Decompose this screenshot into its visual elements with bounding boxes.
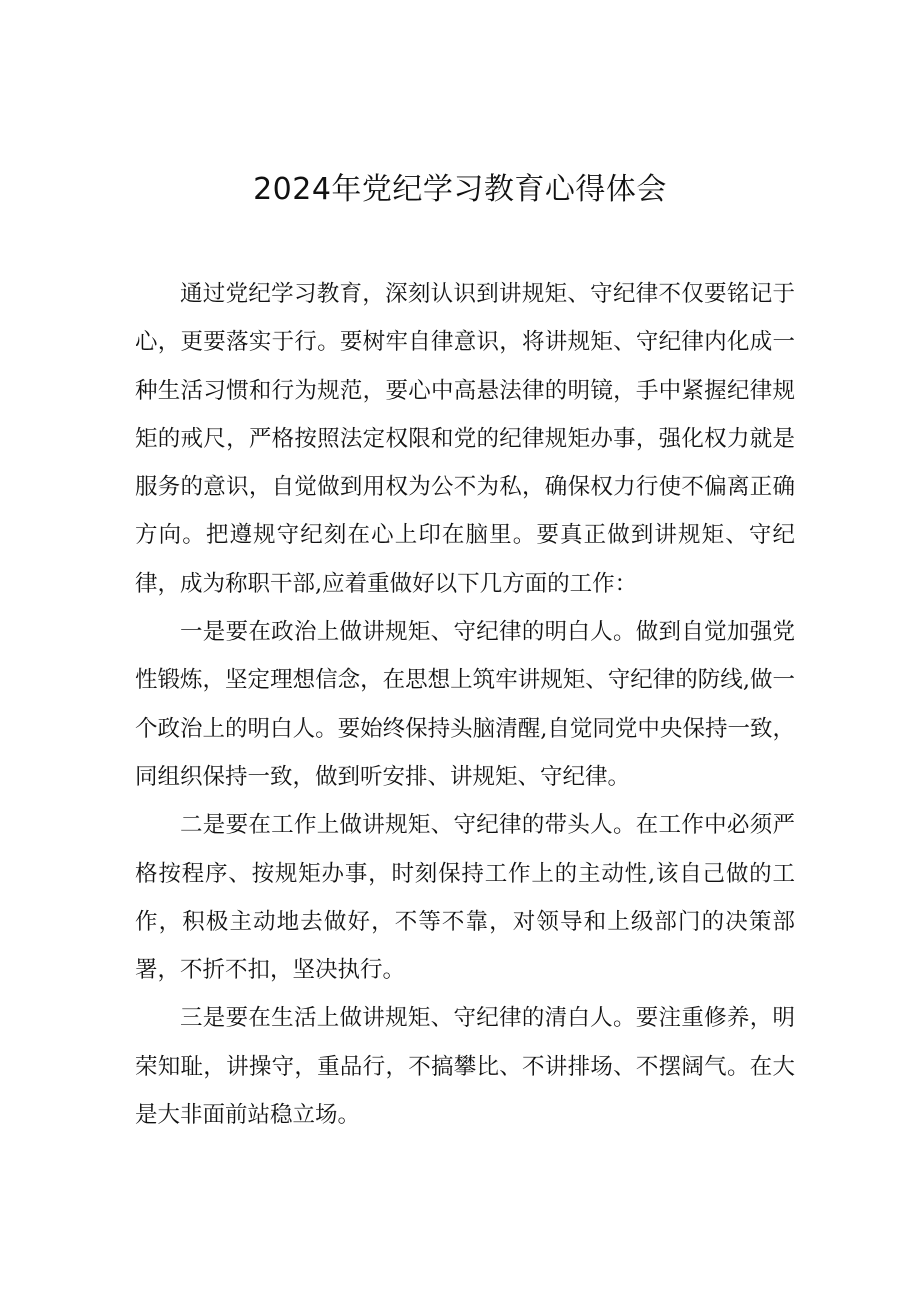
paragraph-political: 一是要在政治上做讲规矩、守纪律的明白人。做到自觉加强党性锻炼，坚定理想信念，在思想上筑牢讲规矩、守纪律的防线,做一个政治上的明白人。要始终保持头脑清醒,自觉同党中央保持一致，同组织保持一致，做到听安排、讲规矩、守纪律。 xyxy=(135,619,795,790)
paragraph-life: 三是要在生活上做讲规矩、守纪律的清白人。要注重修养，明荣知耻，讲操守，重品行，不搞攀比、不讲排场、不摆阔气。在大是大非面前站稳立场。 xyxy=(135,1005,795,1129)
document-body xyxy=(135,270,795,1139)
document-title: 2024年党纪学习教育心得体会 xyxy=(253,172,667,207)
paragraph-intro: 通过党纪学习教育，深刻认识到讲规矩、守纪律不仅要铭记于心，更要落实于行。要树牢自律意识，将讲规矩、守纪律内化成一种生活习惯和行为规范，要心中高悬法律的明镜，手中紧握纪律规矩的戒尺，严格按照法定权限和党的纪律规矩办事，强化权力就是服务的意识，自觉做到用权为公不为私，确保权力行使不偏离正确方向。把遵规守纪刻在心上印在脑里。要真正做到讲规矩、守纪律，成为称职干部,应着重做好以下几方面的工作： xyxy=(135,281,795,597)
paragraph-work: 二是要在工作上做讲规矩、守纪律的带头人。在工作中必须严格按程序、按规矩办事，时刻保持工作上的主动性,该自己做的工作，积极主动地去做好，不等不靠，对领导和上级部门的决策部署，不折不扣，坚决执行。 xyxy=(135,812,795,984)
